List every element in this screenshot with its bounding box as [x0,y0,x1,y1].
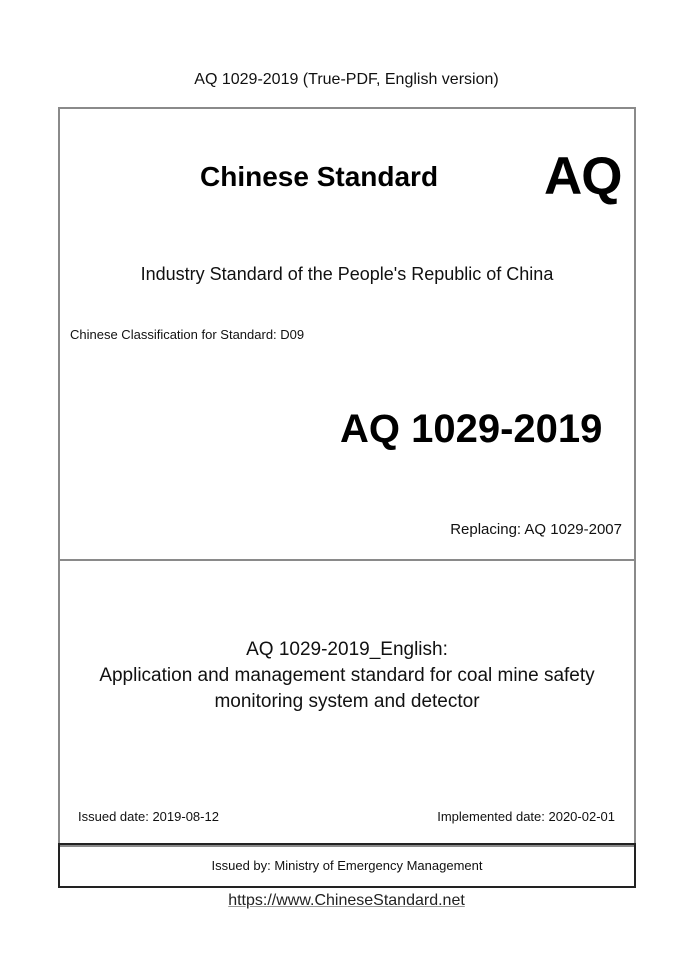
issued-by-label: Issued by: Ministry of Emergency Management [211,858,483,873]
cover-divider [58,559,636,561]
standard-number: AQ 1029-2019 [340,407,603,451]
cover-frame [58,107,636,847]
footer [0,892,693,910]
document-header-title: AQ 1029-2019 (True-PDF, English version) [194,71,499,88]
document-title [58,637,636,715]
classification-label: Chinese Classification for Standard: D09 [70,327,305,342]
website-link[interactable]: https://www.ChineseStandard.net [228,892,465,909]
issued-date: Issued date: 2019-08-12 [78,809,219,824]
standard-prefix-badge: AQ [544,147,622,206]
cover-heading: Chinese Standard [200,161,439,192]
industry-standard-line: Industry Standard of the People's Republic of China [140,264,554,284]
document-title-line-1: AQ 1029-2019_English: [246,639,448,660]
document-title-line-2: Application and management standard for coal mine safety [99,665,595,686]
implemented-date: Implemented date: 2020-02-01 [437,809,615,824]
replacing-label: Replacing: AQ 1029-2007 [450,521,622,538]
document-title-line-3: monitoring system and detector [214,691,480,712]
issuer-box [58,843,636,888]
